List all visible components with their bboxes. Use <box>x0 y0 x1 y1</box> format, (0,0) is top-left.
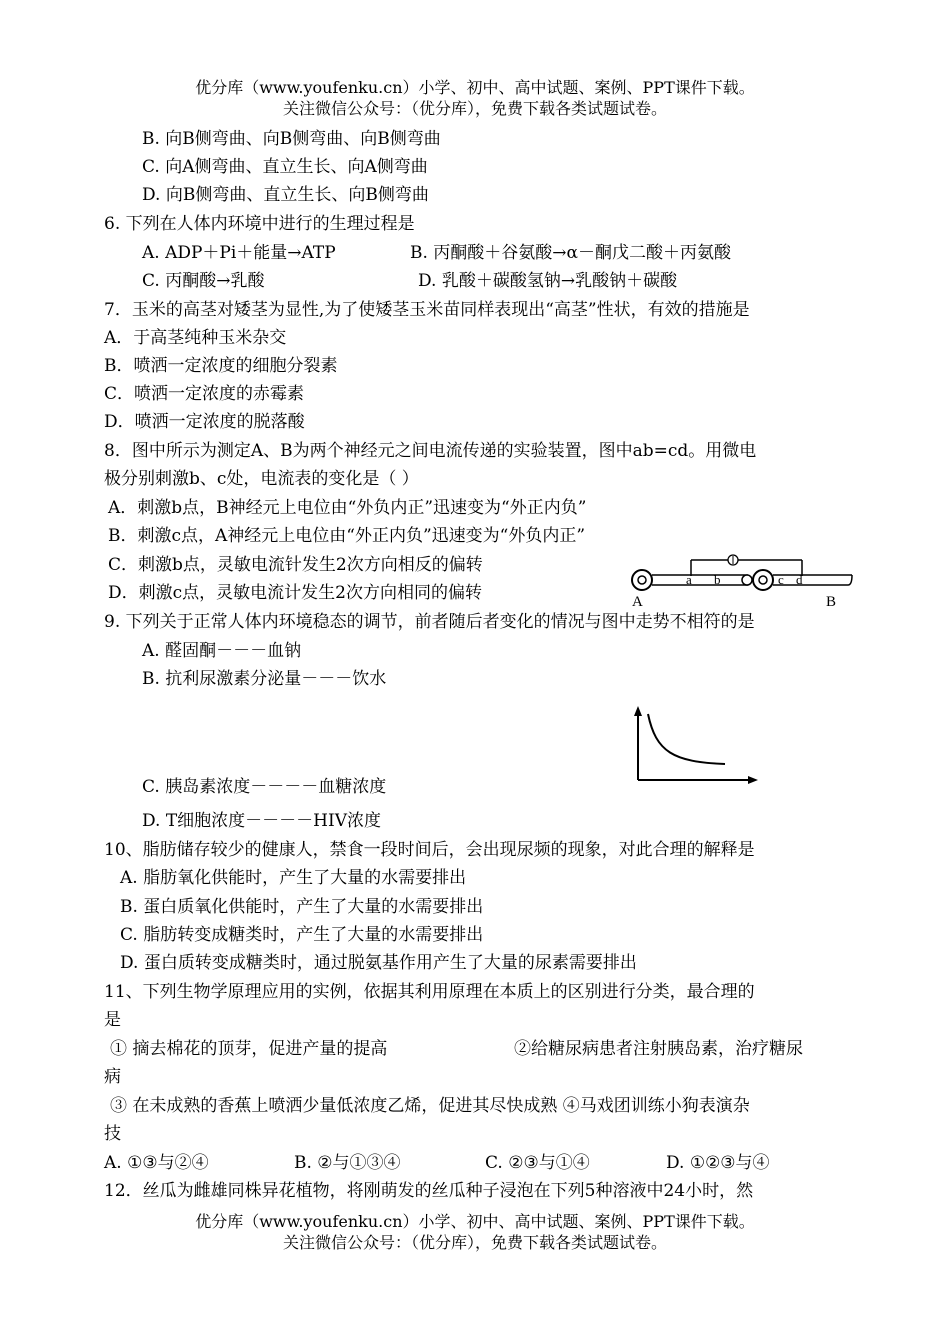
q9-option-c: C. 胰岛素浓度－－－－血糖浓度 <box>142 777 387 797</box>
q10-stem: 10、脂肪储存较少的健康人，禁食一段时间后，会出现尿频的现象，对此合理的解释是 <box>104 840 755 860</box>
q10-option-b: B. 蛋白质氧化供能时，产生了大量的水需要排出 <box>120 897 484 917</box>
q12-stem: 12．丝瓜为雌雄同株异花植物，将刚萌发的丝瓜种子浸泡在下列5种溶液中24小时，然 <box>104 1181 754 1201</box>
q7-option-d: D．喷洒一定浓度的脱落酸 <box>104 412 305 432</box>
fig-label-neuron-b: B <box>826 594 837 610</box>
q6-option-a: A. ADP＋Pi＋能量→ATP <box>142 243 336 263</box>
q6-option-c: C. 丙酮酸→乳酸 <box>142 271 265 291</box>
q8-option-b: B．刺激c点，A神经元上电位由“外正内负”迅速变为“外负内正” <box>108 526 586 546</box>
q11-option-b: B. ②与①③④ <box>294 1153 401 1173</box>
q6-option-d: D. 乳酸＋碳酸氢钠→乳酸钠＋碳酸 <box>418 271 678 291</box>
fig-label-d: d <box>796 572 803 587</box>
fig-label-a: a <box>686 572 692 587</box>
q7-stem: 7．玉米的高茎对矮茎为显性,为了使矮茎玉米苗同样表现出“高茎”性状，有效的措施是 <box>104 300 750 320</box>
q5-option-d: D. 向B侧弯曲、直立生长、向B侧弯曲 <box>142 185 429 205</box>
q10-option-d: D. 蛋白质转变成糖类时，通过脱氨基作用产生了大量的尿素需要排出 <box>120 953 637 973</box>
q11-item-2: ②给糖尿病患者注射胰岛素，治疗糖尿 <box>514 1039 803 1059</box>
q6-stem: 6. 下列在人体内环境中进行的生理过程是 <box>104 214 415 234</box>
decay-curve-figure <box>628 702 760 786</box>
fig-label-c: c <box>778 572 784 587</box>
q11-stem-line-2: 是 <box>104 1010 121 1030</box>
q7-option-b: B．喷洒一定浓度的细胞分裂素 <box>104 356 338 376</box>
q11-option-a: A. ①③与②④ <box>104 1153 209 1173</box>
fig-label-b: b <box>714 572 721 587</box>
header-line-1: 优分库（www.youfenku.cn）小学、初中、高中试题、案例、PPT课件下载。 <box>195 78 755 97</box>
q7-option-a: A．于高茎纯种玉米杂交 <box>104 328 287 348</box>
q11-option-c: C. ②③与①④ <box>485 1153 590 1173</box>
q7-option-c: C．喷洒一定浓度的赤霉素 <box>104 384 305 404</box>
q5-option-c: C. 向A侧弯曲、直立生长、向A侧弯曲 <box>142 157 428 177</box>
q11-item-3: ③ 在未成熟的香蕉上喷洒少量低浓度乙烯，促进其尽快成熟 ④马戏团训练小狗表演杂 <box>110 1096 750 1116</box>
footer-line-1: 优分库（www.youfenku.cn）小学、初中、高中试题、案例、PPT课件下载。 <box>195 1212 755 1231</box>
q11-item-3-cont: 技 <box>104 1124 121 1144</box>
footer-line-2: 关注微信公众号：（优分库），免费下载各类试题试卷。 <box>282 1233 667 1252</box>
q11-stem-line-1: 11、下列生物学原理应用的实例，依据其利用原理在本质上的区别进行分类，最合理的 <box>104 982 755 1002</box>
q11-option-d: D. ①②③与④ <box>666 1153 770 1173</box>
q10-option-a: A. 脂肪氧化供能时，产生了大量的水需要排出 <box>120 868 467 888</box>
q8-option-d: D．刺激c点，灵敏电流计发生2次方向相同的偏转 <box>108 583 482 603</box>
q6-option-b: B. 丙酮酸＋谷氨酸→α－酮戊二酸＋丙氨酸 <box>410 243 732 263</box>
header-line-2: 关注微信公众号：（优分库），免费下载各类试题试卷。 <box>282 99 667 118</box>
neuron-experiment-figure <box>626 548 854 610</box>
q9-option-d: D. T细胞浓度－－－－HIV浓度 <box>142 811 381 831</box>
q9-option-a: A. 醛固酮－－－血钠 <box>142 641 302 661</box>
q11-item-2-cont: 病 <box>104 1067 121 1087</box>
q8-stem-line-2: 极分别刺激b、c处，电流表的变化是（ ） <box>104 469 419 489</box>
q8-option-c: C．刺激b点，灵敏电流针发生2次方向相反的偏转 <box>108 555 483 575</box>
q9-option-b: B. 抗利尿激素分泌量－－－饮水 <box>142 669 387 689</box>
q9-stem: 9. 下列关于正常人体内环境稳态的调节，前者随后者变化的情况与图中走势不相符的是 <box>104 612 755 632</box>
q8-stem-line-1: 8．图中所示为测定A、B为两个神经元之间电流传递的实验装置，图中ab=cd。用微电 <box>104 441 757 461</box>
q10-option-c: C. 脂肪转变成糖类时，产生了大量的水需要排出 <box>120 925 484 945</box>
q5-option-b: B. 向B侧弯曲、向B侧弯曲、向B侧弯曲 <box>142 129 441 149</box>
q11-item-1: ① 摘去棉花的顶芽，促进产量的提高 <box>110 1039 388 1059</box>
fig-label-neuron-a: A <box>632 594 643 610</box>
q8-option-a: A．刺激b点，B神经元上电位由“外负内正”迅速变为“外正内负” <box>108 498 587 518</box>
